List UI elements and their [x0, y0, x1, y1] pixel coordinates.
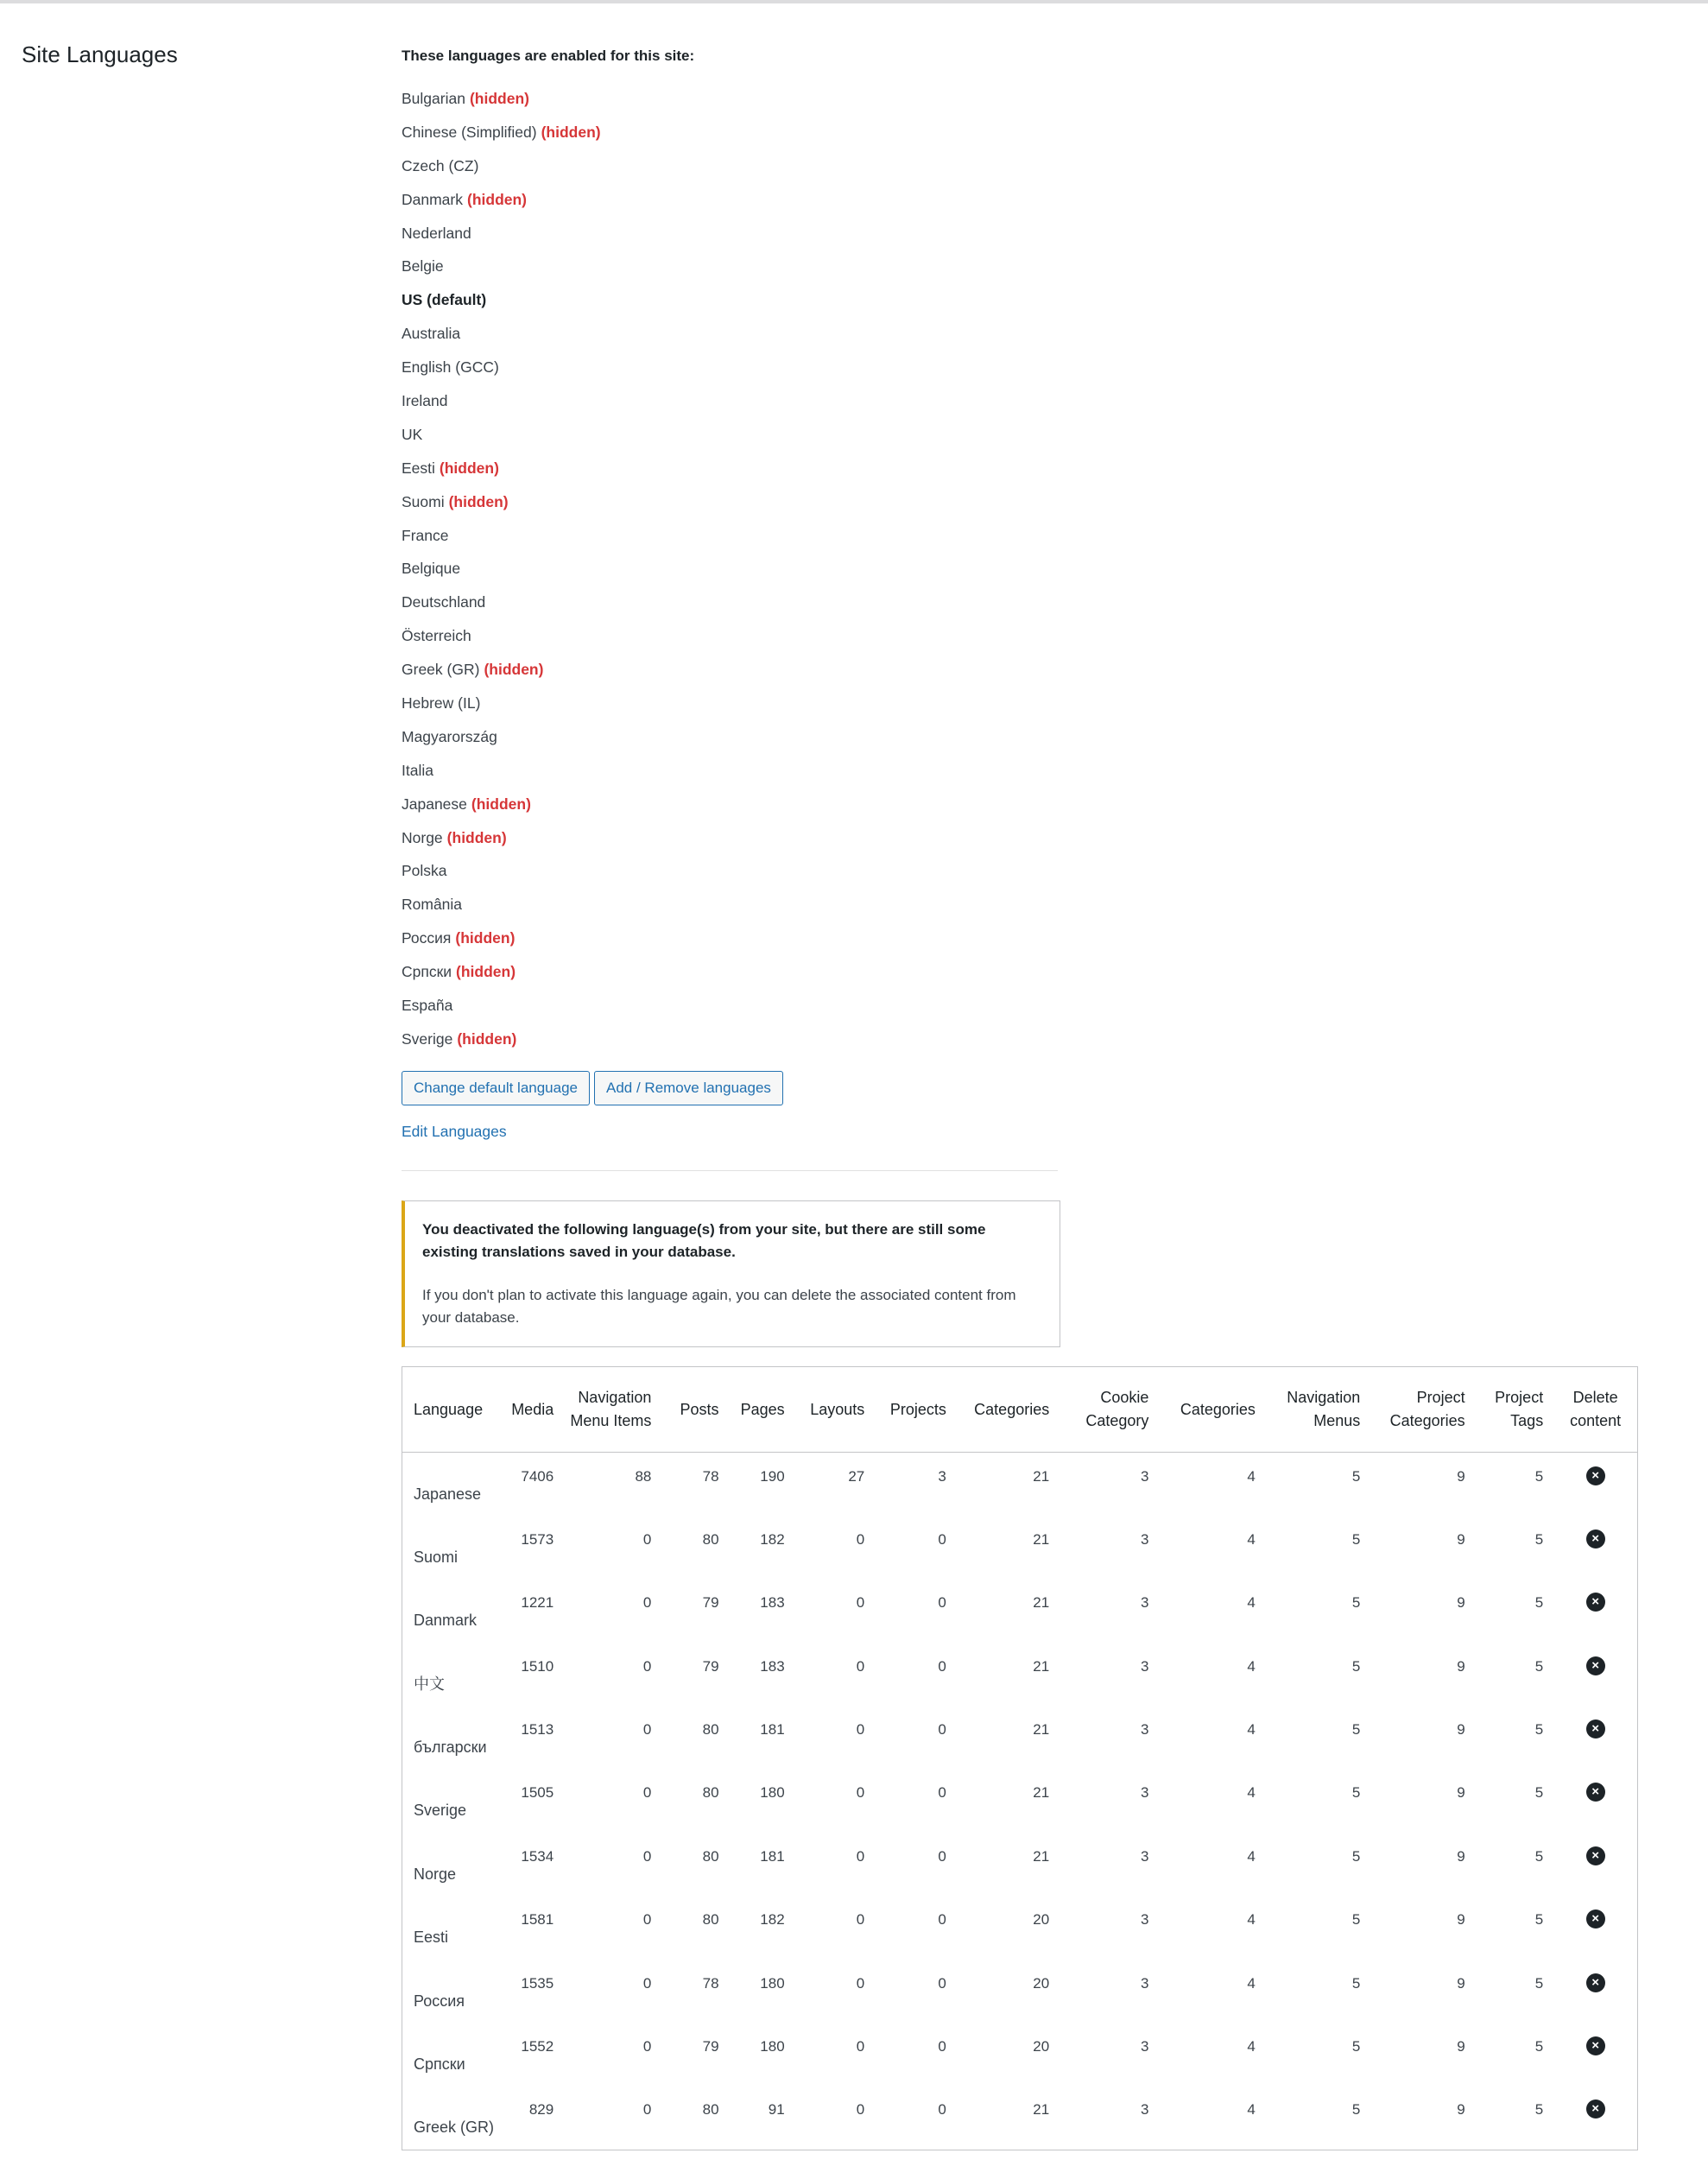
notice-heading: You deactivated the following language(s) from your site, but there are still some existing translations saved in your database. — [422, 1221, 986, 1260]
language-name: UK — [402, 425, 423, 443]
language-name: Greek (GR) — [402, 661, 480, 679]
cell-count: 1535 — [521, 1974, 554, 1992]
delete-content-icon[interactable]: × — [1586, 1846, 1605, 1865]
cell-count: 21 — [1033, 1847, 1050, 1865]
row-language: Россия — [414, 1992, 465, 2010]
language-item — [402, 523, 601, 557]
language-name: Россия — [402, 929, 452, 947]
table-row — [402, 1706, 1637, 1769]
delete-content-cell — [1553, 1579, 1637, 1642]
cell-count: 183 — [760, 1594, 785, 1612]
cell-count: 0 — [856, 1974, 865, 1992]
cell-count: 5 — [1351, 1974, 1361, 1992]
cell-count: 79 — [702, 2038, 719, 2055]
cell-count: 80 — [702, 1784, 719, 1802]
hidden-badge: (hidden) — [467, 190, 528, 208]
language-name: Czech (CZ) — [402, 156, 479, 174]
language-item — [402, 590, 601, 624]
cell-count: 21 — [1033, 1721, 1050, 1738]
row-language: Eesti — [414, 1928, 449, 1947]
cell-count: 9 — [1457, 1657, 1465, 1675]
cell-count: 9 — [1457, 1530, 1465, 1548]
cell-count: 4 — [1247, 1911, 1256, 1928]
section-divider — [402, 1170, 1058, 1171]
language-item — [402, 321, 601, 355]
cell-count: 181 — [760, 1847, 785, 1865]
cell-count: 180 — [760, 1784, 785, 1802]
cell-count: 5 — [1351, 1721, 1361, 1738]
cell-count: 5 — [1351, 2101, 1361, 2118]
delete-content-icon[interactable]: × — [1586, 1593, 1605, 1612]
language-item — [402, 926, 601, 960]
cell-count: 3 — [1140, 2101, 1149, 2118]
cell-count: 5 — [1534, 1594, 1544, 1612]
cell-count: 0 — [938, 2038, 946, 2055]
table-row — [402, 1453, 1637, 1516]
cell-count: 4 — [1247, 1530, 1256, 1548]
page-title: Site Languages — [22, 41, 178, 67]
cell-count: 0 — [856, 1594, 865, 1612]
cell-count: 5 — [1534, 1847, 1544, 1865]
cell-count: 0 — [938, 1530, 946, 1548]
cell-count: 4 — [1247, 1657, 1256, 1675]
cell-count: 21 — [1033, 1594, 1050, 1612]
cell-count: 0 — [642, 1530, 652, 1548]
cell-count: 0 — [642, 2101, 652, 2118]
cell-count: 20 — [1033, 2038, 1050, 2055]
delete-content-icon[interactable]: × — [1586, 1466, 1605, 1485]
cell-count: 78 — [702, 1468, 719, 1485]
language-item — [402, 490, 601, 523]
table-row — [402, 1643, 1637, 1706]
cell-count: 0 — [642, 1911, 652, 1928]
language-name: Bulgarian — [402, 90, 465, 107]
language-name: Australia — [402, 325, 461, 343]
row-language: 中文 — [414, 1675, 445, 1693]
cell-count: 3 — [1140, 1468, 1149, 1485]
delete-content-cell — [1553, 1960, 1637, 2023]
row-language: Suomi — [414, 1548, 459, 1566]
translations-table-container — [402, 1366, 1638, 2150]
table-header-row — [402, 1367, 1637, 1453]
delete-content-cell — [1553, 1769, 1637, 1832]
language-item — [402, 758, 601, 792]
cell-count: 3 — [938, 1468, 946, 1485]
language-item — [402, 960, 601, 993]
delete-content-icon[interactable]: × — [1586, 1530, 1605, 1548]
column-header: Delete content — [1553, 1367, 1637, 1453]
language-name: România — [402, 896, 463, 914]
column-header: Categories — [1159, 1367, 1265, 1453]
cell-count: 1513 — [521, 1721, 554, 1738]
cell-count: 9 — [1457, 1721, 1465, 1738]
cell-count: 0 — [642, 1721, 652, 1738]
delete-content-cell — [1553, 1453, 1637, 1516]
delete-content-icon[interactable]: × — [1586, 2100, 1605, 2118]
table-body — [402, 1453, 1637, 2150]
cell-count: 4 — [1247, 1468, 1256, 1485]
cell-count: 1510 — [521, 1657, 554, 1675]
column-header: Navigation Menus — [1266, 1367, 1370, 1453]
cell-count: 1552 — [521, 2038, 554, 2055]
hidden-badge: (hidden) — [456, 963, 516, 981]
delete-content-icon[interactable]: × — [1586, 2036, 1605, 2055]
cell-count: 91 — [768, 2101, 785, 2118]
language-item — [402, 858, 601, 892]
cell-count: 4 — [1247, 1847, 1256, 1865]
cell-count: 9 — [1457, 1911, 1465, 1928]
cell-count: 183 — [760, 1657, 785, 1675]
cell-count: 0 — [938, 1657, 946, 1675]
cell-count: 5 — [1534, 1468, 1544, 1485]
cell-count: 21 — [1033, 1530, 1050, 1548]
language-name: Sverige — [402, 1029, 453, 1048]
language-name: Norge — [402, 828, 443, 846]
cell-count: 7406 — [521, 1468, 554, 1485]
language-item — [402, 691, 601, 725]
hidden-badge: (hidden) — [455, 929, 516, 947]
cell-count: 180 — [760, 2038, 785, 2055]
cell-count: 5 — [1534, 1721, 1544, 1738]
row-language: Norge — [414, 1865, 457, 1883]
cell-count: 180 — [760, 1974, 785, 1992]
cell-count: 181 — [760, 1721, 785, 1738]
language-item — [402, 422, 601, 456]
hidden-badge: (hidden) — [448, 492, 509, 510]
cell-count: 78 — [702, 1974, 719, 1992]
cell-count: 0 — [856, 1530, 865, 1548]
column-header: Layouts — [795, 1367, 876, 1453]
cell-count: 0 — [642, 1594, 652, 1612]
cell-count: 3 — [1140, 1657, 1149, 1675]
language-item — [402, 556, 601, 590]
language-item — [402, 355, 601, 389]
cell-count: 4 — [1247, 1974, 1256, 1992]
table-row — [402, 1960, 1637, 2023]
column-header: Categories — [957, 1367, 1060, 1453]
language-name: English (GCC) — [402, 358, 499, 377]
language-item — [402, 86, 601, 120]
cell-count: 0 — [856, 1721, 865, 1738]
add-remove-languages-button[interactable]: Add / Remove languages — [594, 1071, 783, 1105]
column-header: Cookie Category — [1060, 1367, 1159, 1453]
language-item — [402, 657, 601, 691]
delete-content-icon[interactable]: × — [1586, 1973, 1605, 1992]
language-name: France — [402, 526, 449, 544]
language-item — [402, 892, 601, 926]
table-row — [402, 1833, 1637, 1896]
column-header: Navigation Menu Items — [564, 1367, 661, 1453]
cell-count: 5 — [1534, 2101, 1544, 2118]
language-item — [402, 725, 601, 758]
cell-count: 3 — [1140, 1974, 1149, 1992]
language-name: Italia — [402, 761, 433, 779]
language-item — [402, 254, 601, 288]
cell-count: 4 — [1247, 1721, 1256, 1738]
cell-count: 4 — [1247, 1594, 1256, 1612]
delete-content-cell — [1553, 1833, 1637, 1896]
cell-count: 5 — [1351, 1657, 1361, 1675]
language-name: Österreich — [402, 627, 471, 645]
cell-count: 80 — [702, 1911, 719, 1928]
row-language: Danmark — [414, 1612, 478, 1630]
cell-count: 4 — [1247, 1784, 1256, 1802]
cell-count: 182 — [760, 1911, 785, 1928]
row-language: Greek (GR) — [414, 2118, 495, 2137]
cell-count: 9 — [1457, 1784, 1465, 1802]
cell-count: 80 — [702, 1721, 719, 1738]
cell-count: 0 — [938, 1911, 946, 1928]
cell-count: 21 — [1033, 1657, 1050, 1675]
row-language: Српски — [414, 2055, 465, 2074]
cell-count: 79 — [702, 1657, 719, 1675]
table-row — [402, 1896, 1637, 1959]
cell-count: 4 — [1247, 2038, 1256, 2055]
cell-count: 3 — [1140, 1721, 1149, 1738]
cell-count: 0 — [938, 1847, 946, 1865]
row-language: Sverige — [414, 1802, 467, 1820]
cell-count: 80 — [702, 1847, 719, 1865]
cell-count: 5 — [1534, 1784, 1544, 1802]
cell-count: 3 — [1140, 1784, 1149, 1802]
cell-count: 0 — [642, 1847, 652, 1865]
hidden-badge: (hidden) — [457, 1029, 517, 1048]
cell-count: 9 — [1457, 1468, 1465, 1485]
cell-count: 20 — [1033, 1911, 1050, 1928]
cell-count: 80 — [702, 2101, 719, 2118]
cell-count: 0 — [938, 2101, 946, 2118]
language-item — [402, 187, 601, 221]
cell-count: 3 — [1140, 1911, 1149, 1928]
cell-count: 5 — [1351, 1468, 1361, 1485]
cell-count: 0 — [642, 1974, 652, 1992]
language-item — [402, 993, 601, 1027]
cell-count: 5 — [1351, 1784, 1361, 1802]
cell-count: 3 — [1140, 1530, 1149, 1548]
cell-count: 0 — [642, 2038, 652, 2055]
cell-count: 1221 — [521, 1594, 554, 1612]
cell-count: 21 — [1033, 1468, 1050, 1485]
cell-count: 5 — [1534, 1911, 1544, 1928]
delete-content-icon[interactable]: × — [1586, 1720, 1605, 1738]
cell-count: 0 — [856, 1911, 865, 1928]
cell-count: 5 — [1351, 1530, 1361, 1548]
language-name: España — [402, 997, 453, 1015]
language-item — [402, 221, 601, 255]
language-item — [402, 120, 601, 154]
hidden-badge: (hidden) — [439, 459, 499, 477]
language-name: Danmark — [402, 190, 463, 208]
cell-count: 88 — [635, 1468, 652, 1485]
change-default-language-button[interactable]: Change default language — [402, 1071, 590, 1105]
delete-content-cell — [1553, 1516, 1637, 1579]
language-item — [402, 288, 601, 321]
column-header: Project Tags — [1476, 1367, 1554, 1453]
row-language: Japanese — [414, 1485, 482, 1503]
cell-count: 5 — [1534, 1530, 1544, 1548]
language-name: Hebrew (IL) — [402, 694, 481, 712]
top-border — [0, 0, 1708, 3]
language-name: Deutschland — [402, 593, 486, 611]
language-item — [402, 1027, 601, 1061]
cell-count: 0 — [938, 1594, 946, 1612]
cell-count: 3 — [1140, 2038, 1149, 2055]
language-name: Suomi — [402, 492, 445, 510]
table-row — [402, 2023, 1637, 2086]
column-header: Language — [402, 1367, 502, 1453]
cell-count: 829 — [528, 2101, 554, 2118]
cell-count: 0 — [938, 1974, 946, 1992]
language-item — [402, 456, 601, 490]
deactivated-languages-notice — [402, 1200, 1060, 1347]
cell-count: 5 — [1351, 2038, 1361, 2055]
hidden-badge: (hidden) — [541, 123, 601, 141]
cell-count: 1573 — [521, 1530, 554, 1548]
cell-count: 0 — [938, 1784, 946, 1802]
hidden-badge: (hidden) — [469, 90, 529, 107]
language-name: Српски — [402, 963, 452, 981]
cell-count: 3 — [1140, 1847, 1149, 1865]
language-actions — [402, 1071, 783, 1105]
cell-count: 9 — [1457, 1974, 1465, 1992]
language-name: Chinese (Simplified) — [402, 123, 537, 141]
cell-count: 0 — [856, 2101, 865, 2118]
cell-count: 20 — [1033, 1974, 1050, 1992]
cell-count: 9 — [1457, 2101, 1465, 2118]
delete-content-cell — [1553, 1706, 1637, 1769]
hidden-badge: (hidden) — [471, 795, 531, 813]
cell-count: 3 — [1140, 1594, 1149, 1612]
cell-count: 0 — [642, 1657, 652, 1675]
cell-count: 0 — [642, 1784, 652, 1802]
language-name: US (default) — [402, 291, 487, 309]
cell-count: 5 — [1534, 1974, 1544, 1992]
cell-count: 1534 — [521, 1847, 554, 1865]
column-header: Project Categories — [1370, 1367, 1475, 1453]
language-name: Japanese — [402, 795, 467, 813]
language-name: Belgique — [402, 560, 461, 578]
edit-languages-link[interactable]: Edit Languages — [402, 1123, 507, 1140]
cell-count: 79 — [702, 1594, 719, 1612]
cell-count: 27 — [848, 1468, 865, 1485]
hidden-badge: (hidden) — [446, 828, 507, 846]
cell-count: 5 — [1351, 1911, 1361, 1928]
cell-count: 21 — [1033, 1784, 1050, 1802]
column-header: Pages — [730, 1367, 795, 1453]
cell-count: 190 — [760, 1468, 785, 1485]
cell-count: 80 — [702, 1530, 719, 1548]
cell-count: 5 — [1351, 1594, 1361, 1612]
table-row — [402, 1769, 1637, 1832]
table-row — [402, 2086, 1637, 2149]
delete-content-icon[interactable]: × — [1586, 1656, 1605, 1675]
language-item — [402, 624, 601, 657]
enabled-languages-intro: These languages are enabled for this site: — [402, 48, 695, 64]
cell-count: 9 — [1457, 1594, 1465, 1612]
cell-count: 0 — [856, 1847, 865, 1865]
delete-content-cell — [1553, 1643, 1637, 1706]
cell-count: 5 — [1534, 1657, 1544, 1675]
cell-count: 5 — [1534, 2038, 1544, 2055]
language-name: Magyarország — [402, 727, 497, 745]
cell-count: 0 — [938, 1721, 946, 1738]
delete-content-icon[interactable]: × — [1586, 1910, 1605, 1928]
table-row — [402, 1516, 1637, 1579]
language-item — [402, 826, 601, 859]
row-language: български — [414, 1738, 487, 1757]
language-name: Nederland — [402, 224, 471, 242]
cell-count: 0 — [856, 1657, 865, 1675]
hidden-badge: (hidden) — [484, 661, 544, 679]
notice-text: If you don't plan to activate this language again, you can delete the associated content from your database. — [422, 1287, 1016, 1326]
cell-count: 1505 — [521, 1784, 554, 1802]
delete-content-cell — [1553, 2086, 1637, 2149]
column-header: Media — [502, 1367, 564, 1453]
enabled-languages-list — [402, 86, 601, 1061]
cell-count: 0 — [856, 2038, 865, 2055]
column-header: Posts — [661, 1367, 729, 1453]
table-row — [402, 1579, 1637, 1642]
language-name: Belgie — [402, 257, 444, 276]
language-name: Eesti — [402, 459, 435, 477]
language-item — [402, 154, 601, 187]
cell-count: 4 — [1247, 2101, 1256, 2118]
cell-count: 182 — [760, 1530, 785, 1548]
translations-table — [402, 1367, 1637, 2150]
language-item — [402, 792, 601, 826]
delete-content-icon[interactable]: × — [1586, 1783, 1605, 1802]
cell-count: 9 — [1457, 1847, 1465, 1865]
language-item — [402, 389, 601, 422]
cell-count: 21 — [1033, 2101, 1050, 2118]
cell-count: 0 — [856, 1784, 865, 1802]
language-name: Ireland — [402, 392, 448, 410]
cell-count: 1581 — [521, 1911, 554, 1928]
delete-content-cell — [1553, 2023, 1637, 2086]
cell-count: 5 — [1351, 1847, 1361, 1865]
language-name: Polska — [402, 862, 447, 880]
column-header: Projects — [875, 1367, 957, 1453]
delete-content-cell — [1553, 1896, 1637, 1959]
cell-count: 9 — [1457, 2038, 1465, 2055]
